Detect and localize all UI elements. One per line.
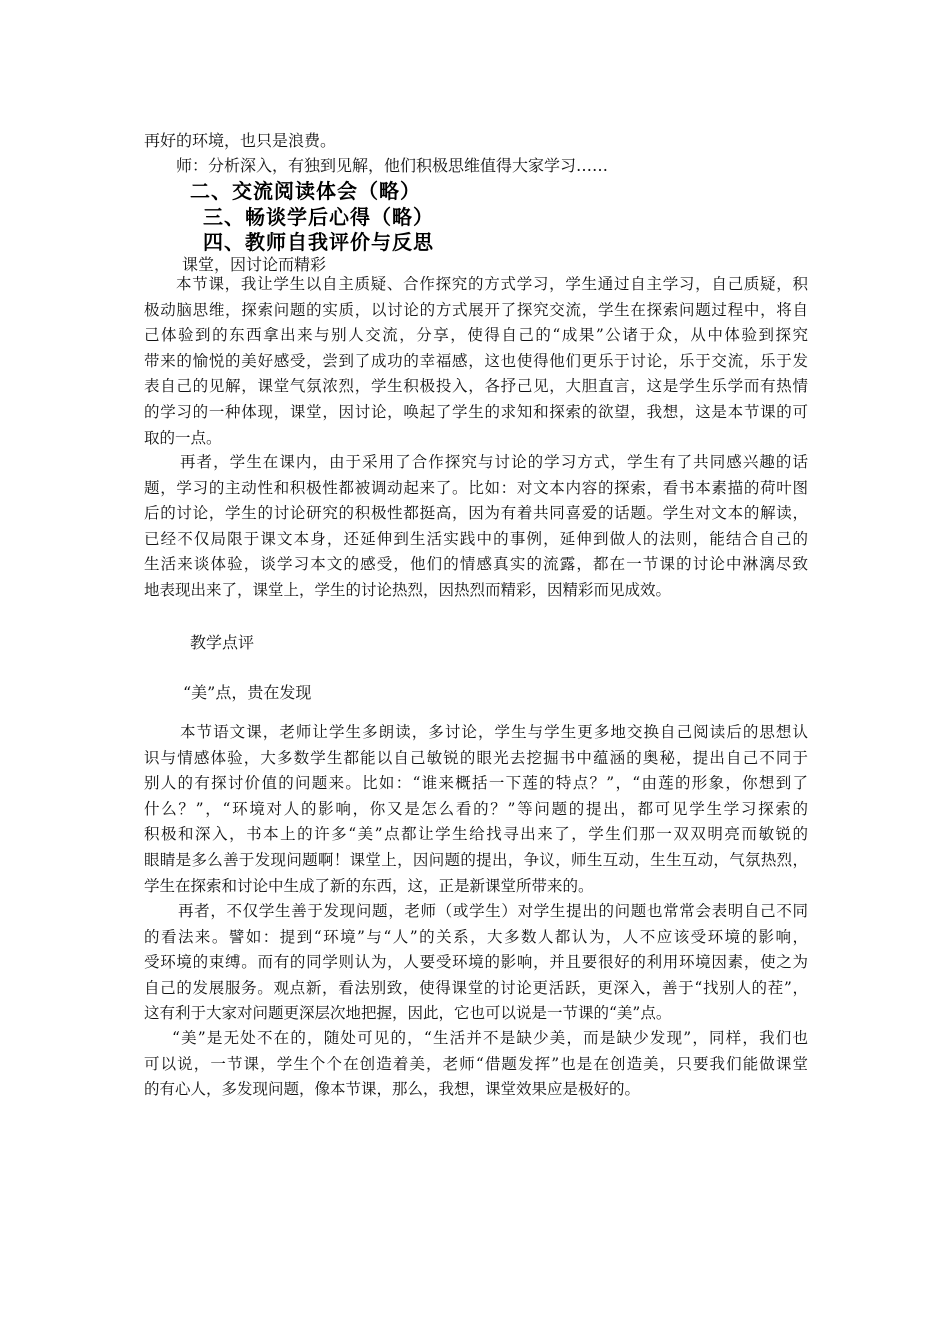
- paragraph-line: 地表现出来了，课堂上，学生的讨论热烈，因热烈而精彩，因精彩而见成效。: [144, 580, 672, 599]
- paragraph-line: 的学习的一种体现，课堂，因讨论，唤起了学生的求知和探索的欲望，我想，这是本节课的可: [144, 402, 808, 421]
- heading-3: 三、畅谈学后心得（略）: [203, 205, 434, 229]
- paragraph-line: 本节课，我让学生以自主质疑、合作探究的方式学习，学生通过自主学习，自己质疑，积: [176, 275, 808, 293]
- paragraph-line: 再者，学生在课内，由于采用了合作探究与讨论的学习方式，学生有了共同感兴趣的话: [180, 453, 808, 471]
- paragraph-1: [144, 272, 808, 451]
- paragraph-line: 眼睛是多么善于发现问题啊！课堂上，因问题的提出，争议，师生互动，生生互动，气氛热烈，: [144, 850, 808, 869]
- paragraph-line: 生活来谈体验，谈学习本文的感受，他们的情感真实的流露，都在一节课的讨论中淋漓尽致: [144, 555, 808, 574]
- paragraph-line: “美”是无处不在的，随处可见的，“生活并不是缺少美，而是缺少发现”，同样，我们也: [172, 1029, 808, 1047]
- paragraph-line: 可以说，一节课，学生个个在创造着美，老师“借题发挥”也是在创造美，只要我们能做课堂: [144, 1054, 808, 1073]
- paragraph-2: [144, 450, 808, 604]
- paragraph-line: 已经不仅局限于课文本身，还延伸到生活实践中的事例，延伸到做人的法则，能结合自己的: [144, 529, 808, 548]
- paragraph-line: 别人的有探讨价值的问题来。比如：“谁来概括一下莲的特点？”，“由莲的形象，你想到了: [144, 774, 808, 793]
- heading-4: 四、教师自我评价与反思: [203, 230, 434, 254]
- subtitle-beauty: “美”点，贵在发现: [183, 683, 312, 702]
- text-line: 再好的环境，也只是浪费。: [144, 131, 337, 150]
- paragraph-line: 的看法来。譬如：提到“环境”与“人”的关系，大多数人都认为，人不应该受环境的影响，: [144, 927, 808, 946]
- paragraph-line: 识与情感体验，大多数学生都能以自己敏锐的眼光去挖掘书中蕴涵的奥秘，提出自己不同于: [144, 748, 808, 767]
- paragraph-line: 积极和深入，书本上的许多“美”点都让学生给找寻出来了，学生们那一双双明亮而敏锐的: [144, 825, 808, 844]
- paragraph-line: 的有心人，多发现问题，像本节课，那么，我想，课堂效果应是极好的。: [144, 1080, 641, 1099]
- paragraph-line: 带来的愉悦的美好感受，尝到了成功的幸福感，这也使得他们更乐于讨论，乐于交流，乐于发: [144, 351, 808, 370]
- paragraph-line: 题，学习的主动性和积极性都被调动起来了。比如：对文本内容的探索，看书本素描的荷叶图: [144, 478, 808, 497]
- paragraph-line: 自己的发展服务。观点新，看法别致，使得课堂的讨论更活跃，更深入，善于“找别人的茬”，: [144, 978, 808, 997]
- section-review-title: 教学点评: [190, 633, 255, 652]
- paragraph-line: 这有利于大家对问题更深层次地把握，因此，它也可以说是一节课的“美”点。: [144, 1004, 672, 1023]
- paragraph-line: 本节语文课，老师让学生多朗读，多讨论，学生与学生更多地交换自己阅读后的思想认: [180, 723, 808, 741]
- paragraph-line: 取的一点。: [144, 428, 222, 447]
- paragraph-5: [144, 1026, 808, 1103]
- paragraph-4: [144, 899, 808, 1027]
- paragraph-line: 表自己的见解，课堂气氛浓烈，学生积极投入，各抒己见，大胆直言，这是学生乐学而有热情: [144, 377, 808, 396]
- paragraph-line: 什么？”，“环境对人的影响，你又是怎么看的？”等问题的提出，都可见学生学习探索的: [144, 799, 808, 818]
- teacher-comment: 师：分析深入，有独到见解，他们积极思维值得大家学习……: [176, 156, 609, 175]
- subtitle-discussion: 课堂，因讨论而精彩: [182, 255, 327, 274]
- paragraph-line: 后的讨论，学生的讨论研究的积极性都挺高，因为有着共同喜爱的话题。学生对文本的解读，: [144, 504, 808, 523]
- heading-2: 二、交流阅读体会（略）: [190, 179, 421, 203]
- paragraph-line: 极动脑思维，探索问题的实质，以讨论的方式展开了探究交流，学生在探索问题过程中，将自: [144, 300, 808, 319]
- paragraph-line: 再者，不仅学生善于发现问题，老师（或学生）对学生提出的问题也常常会表明自己不同: [178, 902, 808, 920]
- paragraph-line: 己体验到的东西拿出来与别人交流，分享，使得自己的“成果”公诸于众，从中体验到探究: [144, 326, 808, 345]
- paragraph-3: [144, 720, 808, 899]
- paragraph-line: 学生在探索和讨论中生成了新的东西，这，正是新课堂所带来的。: [144, 876, 594, 895]
- paragraph-line: 受环境的束缚。而有的同学则认为，人要受环境的影响，并且要很好的利用环境因素，使之为: [144, 953, 808, 972]
